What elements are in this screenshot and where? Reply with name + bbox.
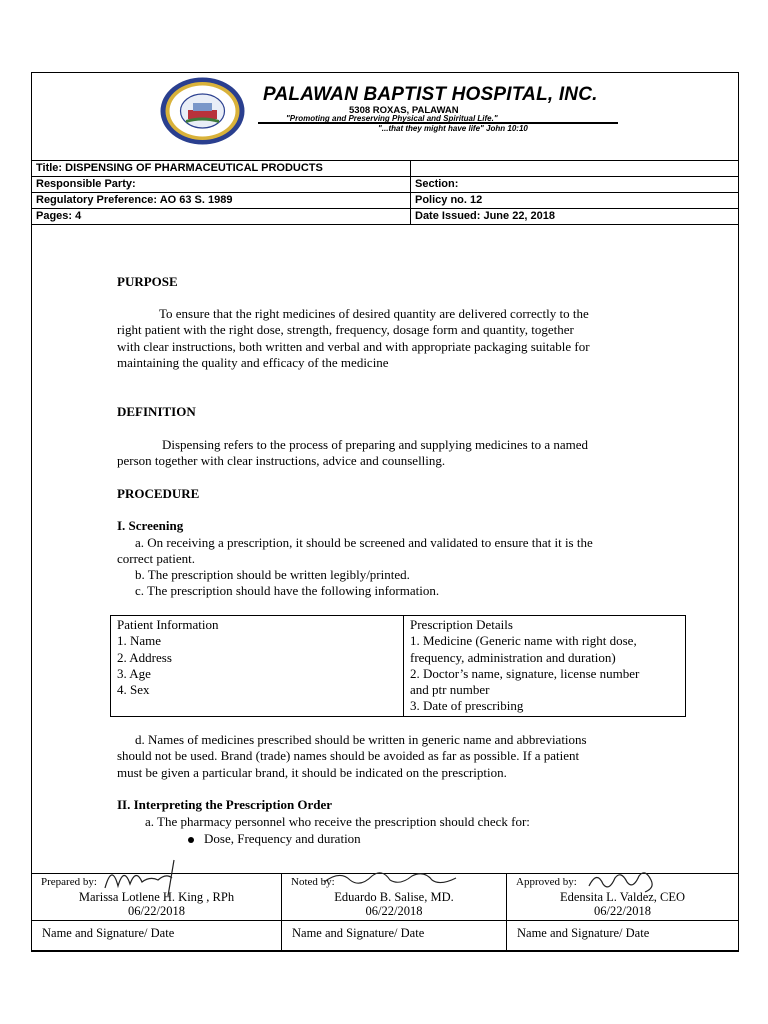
name-signature-date-label: Name and Signature/ Date bbox=[42, 926, 175, 940]
noted-sig-label-cell bbox=[282, 921, 507, 952]
patient-info-item: 4. Sex bbox=[117, 682, 150, 698]
prescription-detail-item: frequency, administration and duration) bbox=[410, 649, 616, 665]
regulatory-preference: Regulatory Preference: AO 63 S. 1989 bbox=[32, 193, 411, 209]
screening-line-b: b. The prescription should be written legibly/printed. bbox=[135, 567, 410, 582]
pages: Pages: 4 bbox=[32, 209, 411, 225]
hospital-logo bbox=[160, 77, 245, 145]
purpose-line-1: To ensure that the right medicines of desired quantity are delivered correctly to the bbox=[159, 306, 589, 321]
patient-info-heading: Patient Information bbox=[117, 617, 219, 632]
hospital-address: 5308 ROXAS, PALAWAN bbox=[349, 105, 459, 116]
hospital-name: PALAWAN BAPTIST HOSPITAL, INC. bbox=[263, 84, 598, 105]
prescription-detail-item: and ptr number bbox=[410, 682, 490, 698]
noted-cell bbox=[282, 874, 507, 921]
prepared-sig-label-cell bbox=[32, 921, 282, 952]
section: Section: bbox=[411, 177, 739, 193]
policy-title: Title: DISPENSING OF PHARMACEUTICAL PRODUCTS bbox=[32, 161, 411, 177]
prepared-date: 06/22/2018 bbox=[128, 904, 185, 918]
policy-number: Policy no. 12 bbox=[411, 193, 739, 209]
prescription-detail-item: 2. Doctor’s name, signature, license number bbox=[410, 665, 640, 681]
screening-line-a: a. On receiving a prescription, it should be screened and validated to ensure that it is the bbox=[135, 535, 593, 550]
screening-line-d2: should not be used. Brand (trade) names should be avoided as far as possible. If a patient bbox=[117, 748, 580, 763]
approved-cell bbox=[507, 874, 739, 921]
empty-cell bbox=[411, 161, 739, 177]
purpose-line-3: with clear instructions, both written and verbal and with appropriate packaging suitable for bbox=[117, 339, 590, 354]
screening-line-a2: correct patient. bbox=[117, 551, 195, 566]
bullet-text: Dose, Frequency and duration bbox=[204, 831, 361, 846]
bullet-icon bbox=[188, 837, 194, 843]
purpose-line-2: right patient with the right dose, strength, frequency, dosage form and quantity, together bbox=[117, 322, 574, 337]
noted-name: Eduardo B. Salise, MD. bbox=[334, 890, 454, 904]
name-signature-date-label: Name and Signature/ Date bbox=[292, 926, 425, 940]
bullet-item bbox=[188, 831, 361, 847]
approved-name: Edensita L. Valdez, CEO bbox=[559, 890, 686, 904]
date-issued: Date Issued: June 22, 2018 bbox=[411, 209, 739, 225]
hospital-verse: "...that they might have life" John 10:10 bbox=[378, 124, 528, 133]
interpreting-line-a: a. The pharmacy personnel who receive the prescription should check for: bbox=[145, 814, 530, 829]
name-signature-date-label: Name and Signature/ Date bbox=[517, 926, 650, 940]
definition-heading: DEFINITION bbox=[117, 404, 196, 419]
prescription-detail-item: 3. Date of prescribing bbox=[410, 698, 524, 714]
prepared-label: Prepared by: bbox=[41, 876, 97, 888]
prescription-details-heading: Prescription Details bbox=[410, 617, 513, 632]
purpose-line-4: maintaining the quality and efficacy of the medicine bbox=[117, 355, 389, 370]
prescription-info-table bbox=[110, 615, 686, 717]
signature-table bbox=[31, 873, 739, 952]
purpose-heading: PURPOSE bbox=[117, 274, 178, 289]
responsible-party: Responsible Party: bbox=[32, 177, 411, 193]
approved-sig-label-cell bbox=[507, 921, 739, 952]
policy-info-table bbox=[31, 160, 739, 225]
prepared-name: Marissa Lotlene H. King , RPh bbox=[78, 890, 235, 904]
prescription-details-cell bbox=[404, 616, 686, 717]
screening-heading: I. Screening bbox=[117, 518, 184, 533]
patient-information-cell bbox=[111, 616, 404, 717]
approved-label: Approved by: bbox=[516, 876, 577, 888]
approved-date: 06/22/2018 bbox=[594, 904, 651, 918]
noted-label: Noted by: bbox=[291, 876, 335, 888]
patient-info-item: 2. Address bbox=[117, 649, 172, 665]
procedure-heading: PROCEDURE bbox=[117, 486, 200, 501]
definition-line-1: Dispensing refers to the process of preparing and supplying medicines to a named bbox=[162, 437, 588, 452]
noted-date: 06/22/2018 bbox=[365, 904, 423, 918]
screening-line-d: d. Names of medicines prescribed should be written in generic name and abbreviations bbox=[135, 732, 587, 747]
patient-info-item: 3. Age bbox=[117, 665, 151, 681]
definition-line-2: person together with clear instructions, advice and counselling. bbox=[117, 453, 446, 468]
interpreting-heading: II. Interpreting the Prescription Order bbox=[117, 797, 333, 812]
prepared-cell bbox=[32, 874, 282, 921]
patient-info-item: 1. Name bbox=[117, 633, 162, 649]
prescription-detail-item: 1. Medicine (Generic name with right dose, bbox=[410, 633, 637, 649]
screening-line-c: c. The prescription should have the following information. bbox=[135, 583, 440, 598]
hospital-motto: "Promoting and Preserving Physical and Spiritual Life." bbox=[286, 114, 498, 123]
screening-line-d3: must be given a particular brand, it should be indicated on the prescription. bbox=[117, 765, 507, 780]
